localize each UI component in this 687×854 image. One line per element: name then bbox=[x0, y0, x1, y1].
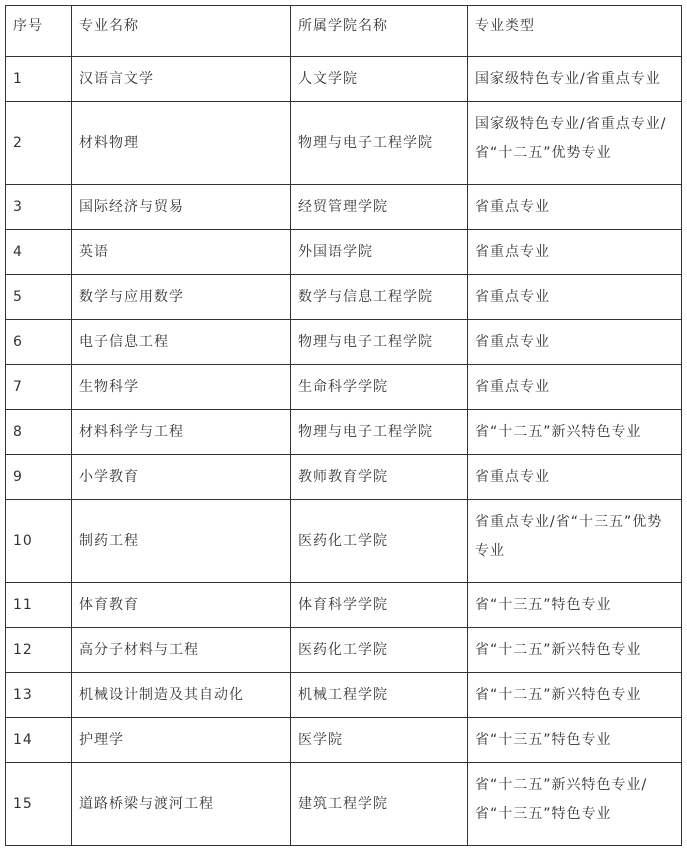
majors-table bbox=[5, 5, 682, 846]
table-row bbox=[6, 185, 682, 230]
cell-type: 省重点专业 bbox=[468, 230, 682, 275]
cell-type: 省“十二五”新兴特色专业/省“十三五”特色专业 bbox=[468, 763, 682, 846]
cell-major: 电子信息工程 bbox=[72, 320, 291, 365]
table-row bbox=[6, 320, 682, 365]
cell-major: 护理学 bbox=[72, 718, 291, 763]
table-row bbox=[6, 628, 682, 673]
header-seq: 序号 bbox=[6, 6, 72, 57]
cell-type: 省重点专业 bbox=[468, 185, 682, 230]
cell-seq: 3 bbox=[6, 185, 72, 230]
cell-college: 机械工程学院 bbox=[291, 673, 468, 718]
cell-seq: 5 bbox=[6, 275, 72, 320]
header-major-type: 专业类型 bbox=[468, 6, 682, 57]
cell-college: 体育科学学院 bbox=[291, 583, 468, 628]
cell-type: 省重点专业/省“十三五”优势专业 bbox=[468, 500, 682, 583]
table-header-row bbox=[6, 6, 682, 57]
cell-seq: 13 bbox=[6, 673, 72, 718]
cell-college: 数学与信息工程学院 bbox=[291, 275, 468, 320]
cell-type: 省“十二五”新兴特色专业 bbox=[468, 628, 682, 673]
table-row bbox=[6, 57, 682, 102]
cell-type: 国家级特色专业/省重点专业 bbox=[468, 57, 682, 102]
cell-type: 省重点专业 bbox=[468, 320, 682, 365]
cell-type: 国家级特色专业/省重点专业/省“十二五”优势专业 bbox=[468, 102, 682, 185]
cell-major: 体育教育 bbox=[72, 583, 291, 628]
cell-college: 外国语学院 bbox=[291, 230, 468, 275]
table-row bbox=[6, 673, 682, 718]
cell-seq: 2 bbox=[6, 102, 72, 185]
cell-seq: 12 bbox=[6, 628, 72, 673]
header-major-name: 专业名称 bbox=[72, 6, 291, 57]
cell-college: 医药化工学院 bbox=[291, 500, 468, 583]
cell-type: 省“十三五”特色专业 bbox=[468, 718, 682, 763]
cell-type: 省重点专业 bbox=[468, 455, 682, 500]
cell-seq: 9 bbox=[6, 455, 72, 500]
cell-seq: 6 bbox=[6, 320, 72, 365]
cell-college: 人文学院 bbox=[291, 57, 468, 102]
cell-major: 道路桥梁与渡河工程 bbox=[72, 763, 291, 846]
cell-seq: 11 bbox=[6, 583, 72, 628]
cell-major: 材料物理 bbox=[72, 102, 291, 185]
table-row bbox=[6, 455, 682, 500]
cell-college: 经贸管理学院 bbox=[291, 185, 468, 230]
cell-major: 生物科学 bbox=[72, 365, 291, 410]
cell-seq: 1 bbox=[6, 57, 72, 102]
cell-major: 制药工程 bbox=[72, 500, 291, 583]
cell-type: 省“十二五”新兴特色专业 bbox=[468, 410, 682, 455]
cell-seq: 15 bbox=[6, 763, 72, 846]
cell-type: 省“十二五”新兴特色专业 bbox=[468, 673, 682, 718]
cell-type: 省“十三五”特色专业 bbox=[468, 583, 682, 628]
cell-seq: 14 bbox=[6, 718, 72, 763]
table-row bbox=[6, 410, 682, 455]
cell-major: 小学教育 bbox=[72, 455, 291, 500]
table-row bbox=[6, 365, 682, 410]
cell-seq: 4 bbox=[6, 230, 72, 275]
header-college-name: 所属学院名称 bbox=[291, 6, 468, 57]
cell-major: 机械设计制造及其自动化 bbox=[72, 673, 291, 718]
cell-seq: 10 bbox=[6, 500, 72, 583]
table-row bbox=[6, 230, 682, 275]
cell-college: 物理与电子工程学院 bbox=[291, 320, 468, 365]
cell-college: 教师教育学院 bbox=[291, 455, 468, 500]
table-row bbox=[6, 275, 682, 320]
cell-seq: 8 bbox=[6, 410, 72, 455]
cell-college: 物理与电子工程学院 bbox=[291, 102, 468, 185]
cell-college: 医药化工学院 bbox=[291, 628, 468, 673]
table-row bbox=[6, 102, 682, 185]
cell-major: 数学与应用数学 bbox=[72, 275, 291, 320]
cell-college: 建筑工程学院 bbox=[291, 763, 468, 846]
cell-type: 省重点专业 bbox=[468, 275, 682, 320]
table-row bbox=[6, 500, 682, 583]
cell-seq: 7 bbox=[6, 365, 72, 410]
cell-college: 医学院 bbox=[291, 718, 468, 763]
cell-major: 国际经济与贸易 bbox=[72, 185, 291, 230]
cell-major: 材料科学与工程 bbox=[72, 410, 291, 455]
cell-type: 省重点专业 bbox=[468, 365, 682, 410]
cell-major: 高分子材料与工程 bbox=[72, 628, 291, 673]
table-row bbox=[6, 718, 682, 763]
cell-college: 生命科学学院 bbox=[291, 365, 468, 410]
table-row bbox=[6, 583, 682, 628]
table-row bbox=[6, 763, 682, 846]
cell-college: 物理与电子工程学院 bbox=[291, 410, 468, 455]
cell-major: 英语 bbox=[72, 230, 291, 275]
cell-major: 汉语言文学 bbox=[72, 57, 291, 102]
